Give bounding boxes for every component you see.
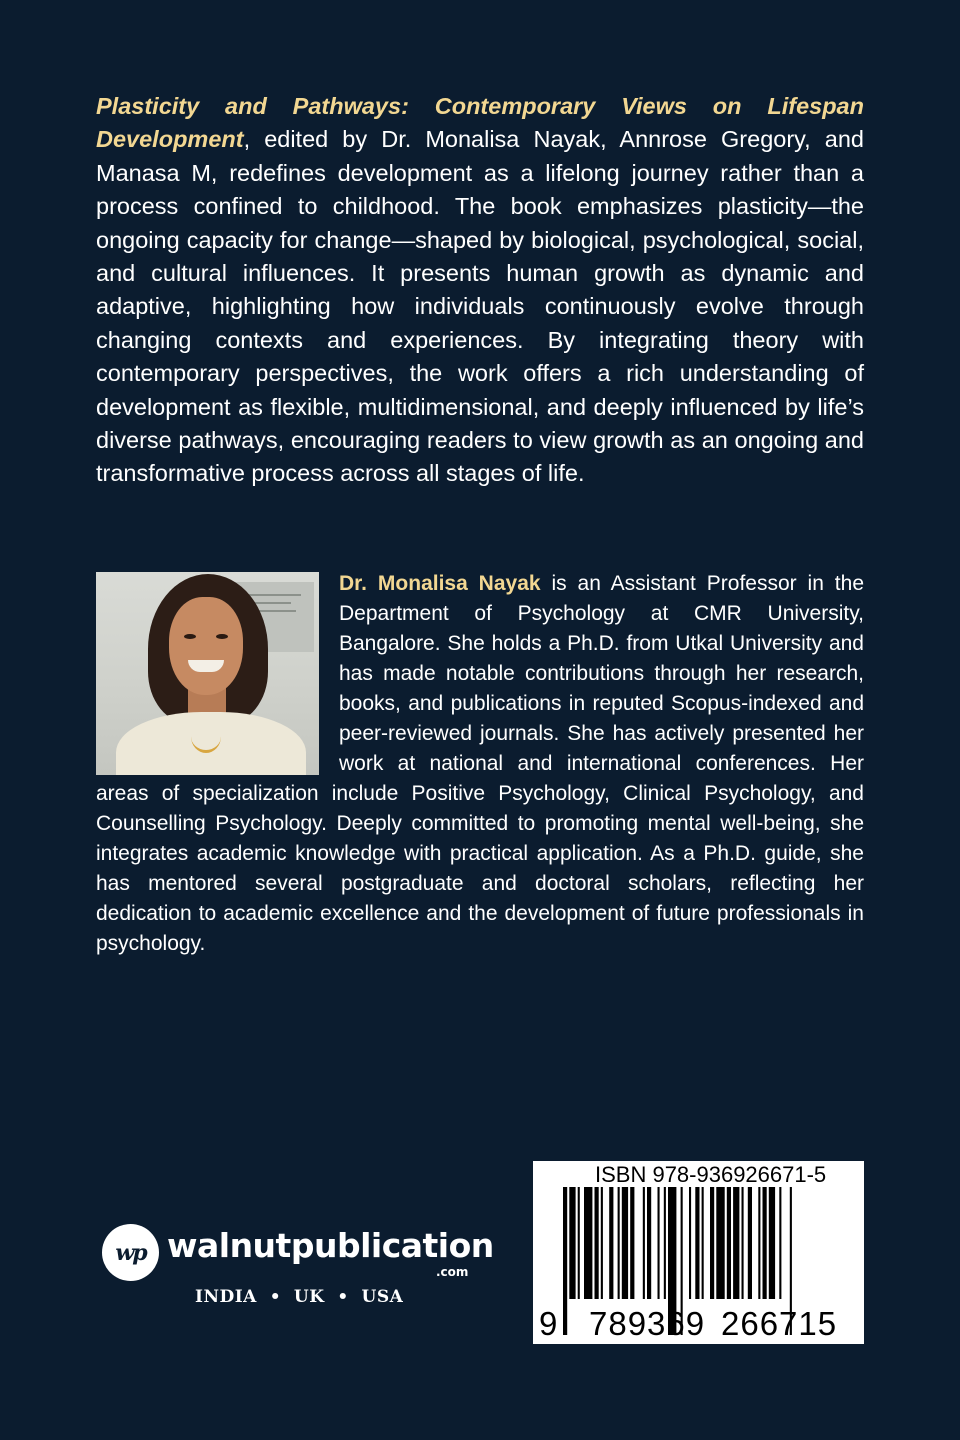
barcode-bar xyxy=(569,1187,575,1299)
author-bio-text: is an Assistant Professor in the Department of Psychology at CMR University, Bangalore. She holds a Ph.D. from Utkal University and has made notable contributions through her research, books, and publications in reputed Scopus-indexed and peer-reviewed journals. She has actively presented her work at national and international conferences. Her areas of specialization include Positive Psychology, Clinical Psychology, and Counselling Psychology. Deeply committed to promoting mental well-being, she integrates academic knowledge with practical application. As a Ph.D. guide, she has mentored several postgraduate and doctoral scholars, reflecting her dedication to academic excellence and the development of future professionals in psychology. xyxy=(96,572,864,955)
barcode-bar xyxy=(643,1187,645,1299)
publisher-name: walnutpublication xyxy=(167,1226,494,1265)
barcode-bar xyxy=(763,1187,767,1299)
barcode-bar xyxy=(742,1187,744,1299)
author-name: Dr. Monalisa Nayak xyxy=(339,572,541,595)
barcode-bar xyxy=(664,1187,666,1299)
barcode-bar xyxy=(689,1187,691,1299)
barcode-bar xyxy=(779,1187,781,1299)
barcode-bar xyxy=(601,1187,603,1299)
barcode-bar xyxy=(595,1187,599,1299)
barcode-bar xyxy=(710,1187,714,1299)
barcode-digits-right: 266715 xyxy=(721,1305,838,1342)
barcode-bar xyxy=(609,1187,613,1299)
barcode-bar xyxy=(727,1187,731,1299)
barcode-bar xyxy=(618,1187,620,1299)
publisher-suffix: .com xyxy=(436,1265,469,1279)
publisher-regions: INDIA • UK • USA xyxy=(195,1287,404,1307)
publisher-logo-icon: wp xyxy=(102,1224,159,1281)
barcode-lead-digit: 9 xyxy=(539,1305,558,1342)
barcode-digits-left: 789369 xyxy=(589,1305,706,1342)
barcode-bar xyxy=(769,1187,775,1299)
barcode-bar xyxy=(748,1187,752,1299)
barcode-bar xyxy=(622,1187,628,1299)
author-bio xyxy=(96,569,864,959)
barcode-bar xyxy=(563,1187,567,1335)
barcode-bar xyxy=(578,1187,580,1299)
barcode-bar xyxy=(647,1187,651,1299)
book-title: Plasticity and Pathways: Contemporary Views on Lifespan Development xyxy=(96,93,864,153)
book-description xyxy=(96,90,864,491)
isbn-barcode xyxy=(533,1161,864,1344)
barcode-bar xyxy=(733,1187,739,1299)
barcode-bar xyxy=(695,1187,699,1299)
barcode-bar xyxy=(702,1187,704,1299)
barcode-bar xyxy=(716,1187,724,1299)
barcode-bar xyxy=(758,1187,760,1299)
isbn-label: ISBN 978-936926671-5 xyxy=(595,1162,827,1187)
book-description-text: , edited by Dr. Monalisa Nayak, Annrose Gregory, and Manasa M, redefines development as a lifelong journey rather than a process confined to childhood. The book emphasizes plasticity—the ongoing capacity for change—shaped by biological, psychological, social, and cultural influences. It presents human growth as dynamic and adaptive, highlighting how individuals continuously evolve through changing contexts and experiences. By integrating theory with contemporary perspectives, the work offers a rich understanding of development as flexible, multidimensional, and deeply influenced by life’s diverse pathways, encouraging readers to view growth as an ongoing and transformative process across all stages of life. xyxy=(96,126,864,487)
barcode-bar xyxy=(630,1187,634,1299)
barcode-bar xyxy=(658,1187,660,1299)
barcode-bar xyxy=(584,1187,592,1299)
author-photo xyxy=(96,572,319,775)
